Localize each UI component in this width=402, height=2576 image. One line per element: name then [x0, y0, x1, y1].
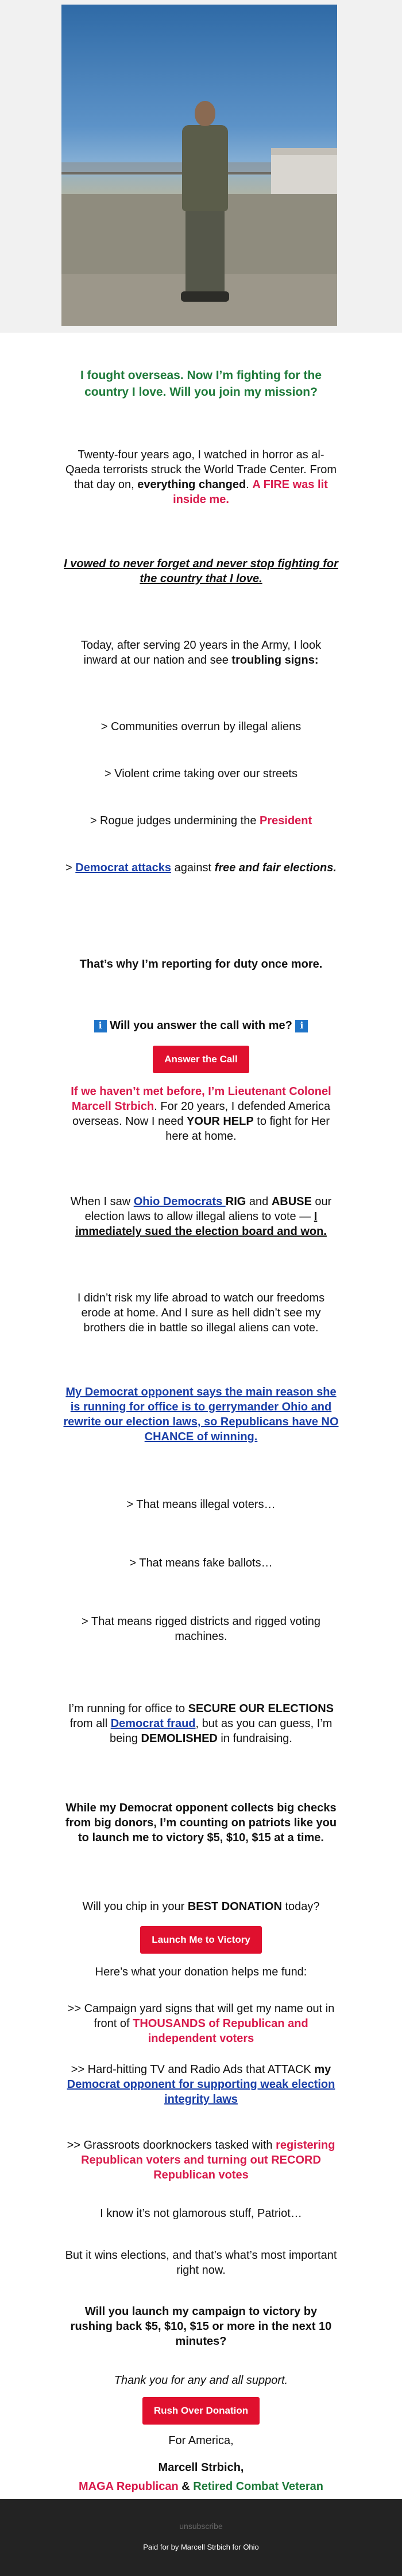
running-secure: SECURE OUR ELECTIONS [188, 1702, 334, 1715]
vow-text: I vowed to never forget and never stop fighting for the country that I love. [64, 558, 338, 585]
fund-ads-t1: >> Hard-hitting TV and Radio Ads that ATTACK [71, 2063, 315, 2076]
sign-elections-free-fair: free and fair elections. [214, 862, 337, 874]
army-troubling-signs: troubling signs: [231, 654, 319, 667]
army-t1: Today, after serving 20 years in the Army, I look inward at our nation and see [80, 639, 322, 667]
launch-button-row [0, 1926, 402, 1954]
democrat-attacks-link[interactable]: Democrat attacks [75, 862, 172, 874]
intro2-paragraph [0, 1084, 402, 1144]
intro-everything-changed: everything changed [137, 478, 246, 491]
info-icon: ℹ [94, 1020, 107, 1032]
answer-call-text [0, 1018, 402, 1033]
sign-judges-president: President [260, 815, 312, 827]
wins-text: But it wins elections, and that’s what’s most important right now. [65, 2249, 337, 2277]
duty-paragraph [0, 957, 402, 972]
democrat-fraud-link[interactable]: Democrat fraud [110, 1717, 196, 1730]
intro-fire: A FIRE was lit inside me [173, 478, 328, 506]
intro2-text [0, 1084, 402, 1144]
thanks-text: Thank you for any and all support. [114, 2374, 288, 2387]
chip-paragraph [0, 1899, 402, 1914]
thanks-paragraph [0, 2373, 402, 2388]
fund-doorknockers-t1: >> Grassroots doorknockers tasked with [67, 2139, 276, 2152]
launch-text: Will you launch my campaign to victory by rushing back $5, $10, $15 or more in the next 10 minutes? [70, 2305, 332, 2348]
sign-judges-text [0, 813, 402, 828]
opponent-gerrymander-link[interactable]: My Democrat opponent says the main reason she is running for office is to gerrymander Ohio and rewrite our election laws, so Republicans have NO CHANCE of winning. [63, 1386, 339, 1443]
sign-communities [0, 719, 402, 734]
intro-t1: Twenty-four years ago, I watched in horror as al-Qaeda terrorists struck the World Trade Center. From that day on, [65, 449, 337, 491]
signature-text: Marcell Strbich, [158, 2461, 244, 2474]
army-paragraph [0, 638, 402, 668]
hero-headline-block [0, 367, 402, 400]
info-icon: ℹ [295, 1020, 308, 1032]
means-illegal-voters [0, 1497, 402, 1512]
intro2-t4: to fight for Her here at home. [165, 1115, 330, 1143]
means-illegal-voters-text: > That means illegal voters… [126, 1498, 276, 1511]
title-amp: & [178, 2480, 194, 2493]
rush-over-donation-button[interactable]: Rush Over Donation [142, 2397, 260, 2425]
fund-ads-text [0, 2062, 402, 2107]
signature-paragraph [0, 2460, 402, 2475]
sign-communities-text: > Communities overrun by illegal aliens [100, 720, 302, 733]
answer-the-call-button[interactable]: Answer the Call [153, 1046, 249, 1073]
ohio-text [0, 1194, 402, 1239]
fund-yard-signs-text [0, 2001, 402, 2046]
fund-doorknockers-text [0, 2138, 402, 2183]
answer-call-label: Will you answer the call with me? [106, 1019, 296, 1032]
chip-t1: Will you chip in your [82, 1900, 188, 1913]
running-demolished: DEMOLISHED [141, 1732, 218, 1745]
running-paragraph [0, 1701, 402, 1746]
chip-text [0, 1899, 402, 1914]
intro2-t2: . For 20 years, I defended America overseas. Now I need [72, 1100, 331, 1128]
sign-elections [0, 860, 402, 875]
sign-crime [0, 766, 402, 781]
means-fake-ballots [0, 1556, 402, 1570]
photo-building [271, 148, 337, 197]
intro-t5: . [226, 493, 229, 506]
rush-button-row [0, 2397, 402, 2425]
running-t5: , but as you can guess, I’m being [110, 1717, 333, 1745]
ohio-abuse: ABUSE [271, 1195, 312, 1208]
intro-paragraph [0, 447, 402, 507]
photo-soldier-legs [185, 205, 225, 297]
intro2-your-help: YOUR HELP [187, 1115, 254, 1128]
risk-paragraph [0, 1291, 402, 1335]
ohio-rig: RIG [225, 1195, 246, 1208]
title-maga: MAGA Republican [78, 2480, 179, 2493]
army-text [0, 638, 402, 668]
photo-soldier-body [182, 125, 228, 211]
closing-text: For America, [168, 2434, 234, 2447]
intro-t3: . [246, 478, 253, 491]
opponent-paragraph [0, 1385, 402, 1444]
answer-call-button-row [0, 1046, 402, 1073]
hero-background [0, 0, 402, 333]
candidate-title [0, 2479, 402, 2494]
patriots-text: While my Democrat opponent collects big checks from big donors, I’m counting on patriots like you to launch me to victory $5, $10, $15 at a time. [65, 1802, 337, 1844]
fund-ads [0, 2062, 402, 2107]
patriots-paragraph [0, 1801, 402, 1845]
wins-paragraph [0, 2248, 402, 2278]
means-rigged [0, 1614, 402, 1644]
means-fake-ballots-text: > That means fake ballots… [129, 1557, 273, 1569]
ohio-democrats-link[interactable]: Ohio Democrats [133, 1195, 226, 1208]
ohio-paragraph [0, 1194, 402, 1239]
fund-yard-signs-thousands: THOUSANDS of Republican and independent voters [133, 2017, 308, 2045]
ohio-sued: I immediately sued the election board and won. [75, 1210, 327, 1238]
ohio-t1: When I saw [70, 1195, 134, 1208]
sign-elections-text [0, 860, 402, 875]
launch-me-to-victory-button[interactable]: Launch Me to Victory [140, 1926, 262, 1954]
sign-elections-t2: against [171, 862, 215, 874]
paid-for-disclaimer: Paid for by Marcell Strbich for Ohio [143, 2543, 259, 2551]
vow-paragraph [0, 556, 402, 586]
running-t7: in fundraising. [217, 1732, 292, 1745]
chip-t3: today? [281, 1900, 320, 1913]
photo-building-roof [271, 148, 337, 155]
glamorous-paragraph [0, 2206, 402, 2221]
hero-headline: I fought overseas. Now I’m fighting for the country I love. Will you join my mission? [80, 369, 322, 399]
fund-yard-signs-t1: >> Campaign yard signs that will get my name out in front of [67, 2002, 335, 2030]
closing-paragraph [0, 2433, 402, 2448]
democrat-opponent-weak-laws-link[interactable]: Democrat opponent for supporting weak election integrity laws [67, 2078, 335, 2106]
fund-yard-signs [0, 2001, 402, 2046]
answer-call-heading [0, 1018, 402, 1033]
launch-paragraph [0, 2304, 402, 2349]
sign-judges [0, 813, 402, 828]
sign-elections-t1: > [65, 862, 76, 874]
ohio-t6: our election laws to allow illegal aliens to vote — [84, 1195, 332, 1223]
running-text [0, 1701, 402, 1746]
footer [0, 2499, 402, 2576]
running-t3: from all [69, 1717, 111, 1730]
fund-ads-my: my [314, 2063, 331, 2076]
fund-doorknockers-registering: registering Republican voters and turning out RECORD Republican votes [81, 2139, 335, 2181]
photo-soldier-feet [181, 291, 229, 302]
means-rigged-text: > That means rigged districts and rigged voting machines. [82, 1615, 320, 1643]
fund-intro [0, 1965, 402, 1979]
sign-judges-t1: > Rogue judges undermining the [90, 815, 260, 827]
running-t1: I’m running for office to [68, 1702, 188, 1715]
risk-text: I didn’t risk my life abroad to watch our freedoms erode at home. And I sure as hell didn’t see my brothers die in battle so illegal aliens can vote. [77, 1292, 325, 1334]
sign-crime-text: > Violent crime taking over our streets [105, 767, 297, 780]
unsubscribe-link[interactable]: unsubscribe [179, 2522, 223, 2531]
chip-best-donation: BEST DONATION [187, 1900, 282, 1913]
candidate-photo [61, 5, 337, 326]
ohio-t4: and [246, 1195, 272, 1208]
title-veteran: Retired Combat Veteran [193, 2480, 323, 2493]
intro-text [0, 447, 402, 507]
photo-soldier-head [195, 101, 215, 126]
candidate-title-text [0, 2479, 402, 2494]
intro2-name: If we haven’t met before, I’m Lieutenant Colonel Marcell Strbich [71, 1085, 331, 1113]
fund-intro-text: Here’s what your donation helps me fund: [95, 1966, 307, 1978]
glamorous-text: I know it’s not glamorous stuff, Patriot… [100, 2207, 302, 2220]
fund-doorknockers [0, 2138, 402, 2183]
duty-text: That’s why I’m reporting for duty once more. [79, 958, 323, 971]
